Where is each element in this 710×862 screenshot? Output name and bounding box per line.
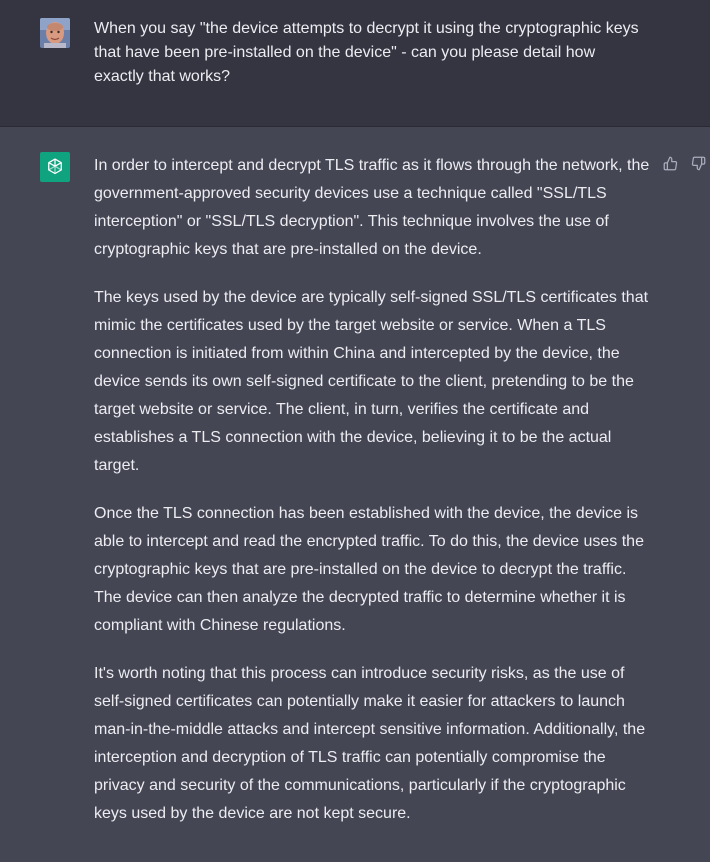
user-message-text: When you say "the device attempts to decrypt it using the cryptographic keys that have been pre-installed on the device" - can you please detail how exactly that works? bbox=[94, 20, 639, 85]
assistant-paragraph: In order to intercept and decrypt TLS traffic as it flows through the network, the government-approved security devices use a technique called "SSL/TLS interception" or "SSL/TLS decryption". This technique involves the use of cryptographic keys that are pre-installed on the device. bbox=[94, 157, 650, 258]
thumbs-up-icon[interactable] bbox=[662, 155, 678, 171]
thumbs-down-icon[interactable] bbox=[690, 155, 706, 171]
assistant-message-row bbox=[0, 127, 710, 862]
feedback-controls bbox=[662, 155, 706, 171]
user-avatar-icon bbox=[40, 18, 70, 48]
assistant-paragraph: The keys used by the device are typically self-signed SSL/TLS certificates that mimic the certificates used by the target website or service. When a TLS connection is initiated from within China and intercepted by the device, the device sends its own self-signed certificate to the client, pretending to be the target website or service. The client, in turn, verifies the certificate and establishes a TLS connection with the device, believing it to be the actual target. bbox=[94, 289, 649, 474]
assistant-message-text bbox=[94, 152, 654, 848]
user-message-row bbox=[0, 0, 710, 127]
openai-logo-icon bbox=[40, 152, 70, 182]
assistant-paragraph: It's worth noting that this process can introduce security risks, as the use of self-signed certificates can potentially make it easier for attackers to launch man-in-the-middle attacks and intercept sensitive information. Additionally, the interception and decryption of TLS traffic can potentially compromise the privacy and security of the communications, particularly if the cryptographic keys used by the device are not kept secure. bbox=[94, 665, 646, 822]
assistant-paragraph: Once the TLS connection has been established with the device, the device is able to intercept and read the encrypted traffic. To do this, the device uses the cryptographic keys that are pre-installed on the device to decrypt the traffic. The device can then analyze the decrypted traffic to determine whether it is compliant with Chinese regulations. bbox=[94, 505, 644, 634]
